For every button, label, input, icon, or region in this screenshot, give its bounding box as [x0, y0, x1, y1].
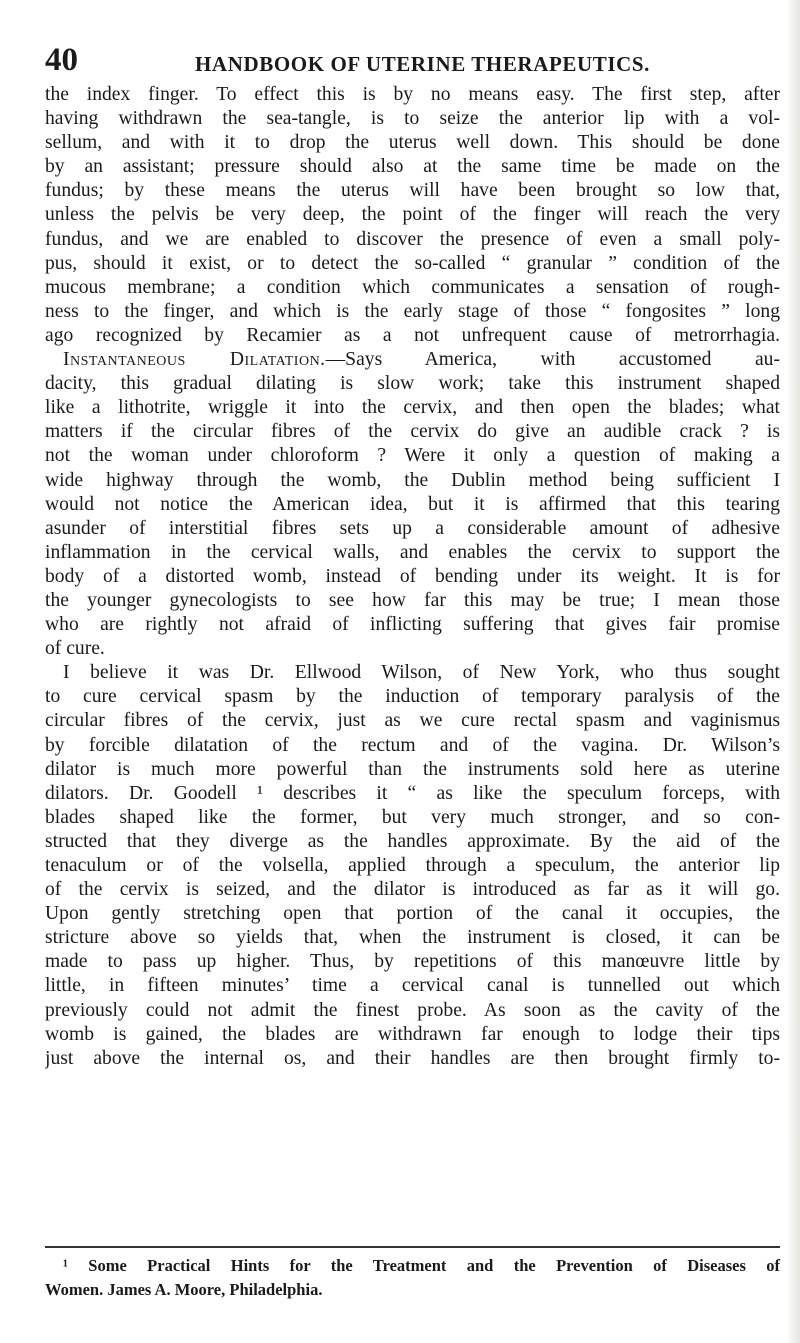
text-line: having withdrawn the sea-tangle, is to seize the anterior lip with a vol- — [45, 108, 780, 130]
text-line: wide highway through the womb, the Dublin method being sufficient I — [45, 469, 780, 491]
text-line: dacity, this gradual dilating is slow work; take this instrument shaped — [45, 373, 780, 395]
text-line: unless the pelvis be very deep, the point of the finger will reach the very — [45, 204, 780, 226]
text-line: to cure cervical spasm by the induction of temporary paralysis of the — [45, 686, 780, 708]
text-line: matters if the circular fibres of the cervix do give an audible crack ? is — [45, 421, 780, 443]
text-line: just above the internal os, and their handles are then brought firmly to- — [45, 1047, 780, 1069]
text-line: dilator is much more powerful than the instruments sold here as uterine — [45, 758, 780, 780]
text-line: previously could not admit the finest probe. As soon as the cavity of the — [45, 999, 780, 1021]
text-line: tenaculum or of the volsella, applied through a speculum, the anterior lip — [45, 855, 780, 876]
text-line: stricture above so yields that, when the instrument is closed, it can be — [45, 927, 780, 949]
footnotes — [45, 1254, 780, 1302]
text-line: blades shaped like the former, but very much stronger, and so con- — [45, 806, 780, 828]
text-line: womb is gained, the blades are withdrawn far enough to lodge their tips — [45, 1023, 780, 1045]
text-line: not the woman under chloroform ? Were it only a question of making a — [45, 445, 780, 467]
text-line: of cure. — [45, 638, 105, 660]
text-line: by forcible dilatation of the rectum and of the vagina. Dr. Wilson’s — [45, 734, 780, 756]
text-line: asunder of interstitial fibres sets up a considerable amount of adhesive — [45, 517, 780, 539]
running-head — [45, 40, 785, 80]
text-line: like a lithotrite, wriggle it into the cervix, and then open the blades; what — [45, 397, 780, 419]
text-line: pus, should it exist, or to detect the so-called “ granular ” condition of the — [45, 252, 780, 274]
text-line: who are rightly not afraid of inflicting suffering that gives fair promise — [45, 614, 780, 636]
footnote-rule — [45, 1246, 780, 1248]
text-line: little, in fifteen minutes’ time a cervical canal is tunnelled out which — [45, 975, 780, 997]
text-line: ago recognized by Recamier as a not unfrequent cause of metrorrhagia. — [45, 324, 780, 346]
text-line: sellum, and with it to drop the uterus well down. This should be done — [45, 132, 780, 154]
text-line: the index finger. To effect this is by no means easy. The first step, after — [45, 84, 780, 105]
text-line: the younger gynecologists to see how far this may be true; I mean those — [45, 589, 780, 611]
text-line: Upon gently stretching open that portion of the canal it occupies, the — [45, 903, 780, 925]
text-line: circular fibres of the cervix, just as we cure rectal spasm and vaginismus — [45, 710, 780, 732]
body-text — [45, 83, 780, 1071]
text-line: made to pass up higher. Thus, by repetitions of this manœuvre little by — [45, 951, 780, 973]
text-line: of the cervix is seized, and the dilator is introduced as far as it will go. — [45, 879, 780, 901]
running-title: HANDBOOK OF UTERINE THERAPEUTICS. — [195, 52, 651, 76]
text-line: structed that they diverge as the handles approximate. By the aid of the — [45, 830, 780, 852]
footnote-line: ¹ Some Practical Hints for the Treatment and the Prevention of Diseases of — [63, 1256, 780, 1275]
page-edge — [786, 0, 800, 1343]
text-line: dilators. Dr. Goodell ¹ describes it “ as like the speculum forceps, with — [45, 782, 780, 804]
text-line: inflammation in the cervical walls, and enables the cervix to support the — [45, 541, 780, 563]
text-line: would not notice the American idea, but it is affirmed that this tearing — [45, 493, 780, 515]
text-line: mucous membrane; a condition which communicates a sensation of rough- — [45, 276, 780, 298]
text-line: I believe it was Dr. Ellwood Wilson, of New York, who thus sought — [63, 662, 780, 684]
text-line: fundus; by these means the uterus will have been brought so low that, — [45, 180, 780, 202]
text-line: fundus, and we are enabled to discover the presence of even a small poly- — [45, 228, 780, 250]
text-line: by an assistant; pressure should also at the same time be made on the — [45, 156, 780, 178]
text-line: ness to the finger, and which is the early stage of those “ fongosites ” long — [45, 300, 780, 322]
text-line: Instantaneous Dilatation.—Says America, with accustomed au- — [63, 349, 780, 371]
page-number: 40 — [45, 42, 78, 78]
footnote-line: Women. James A. Moore, Philadelphia. — [45, 1280, 323, 1299]
text-line: body of a distorted womb, instead of bending under its weight. It is for — [45, 565, 780, 587]
